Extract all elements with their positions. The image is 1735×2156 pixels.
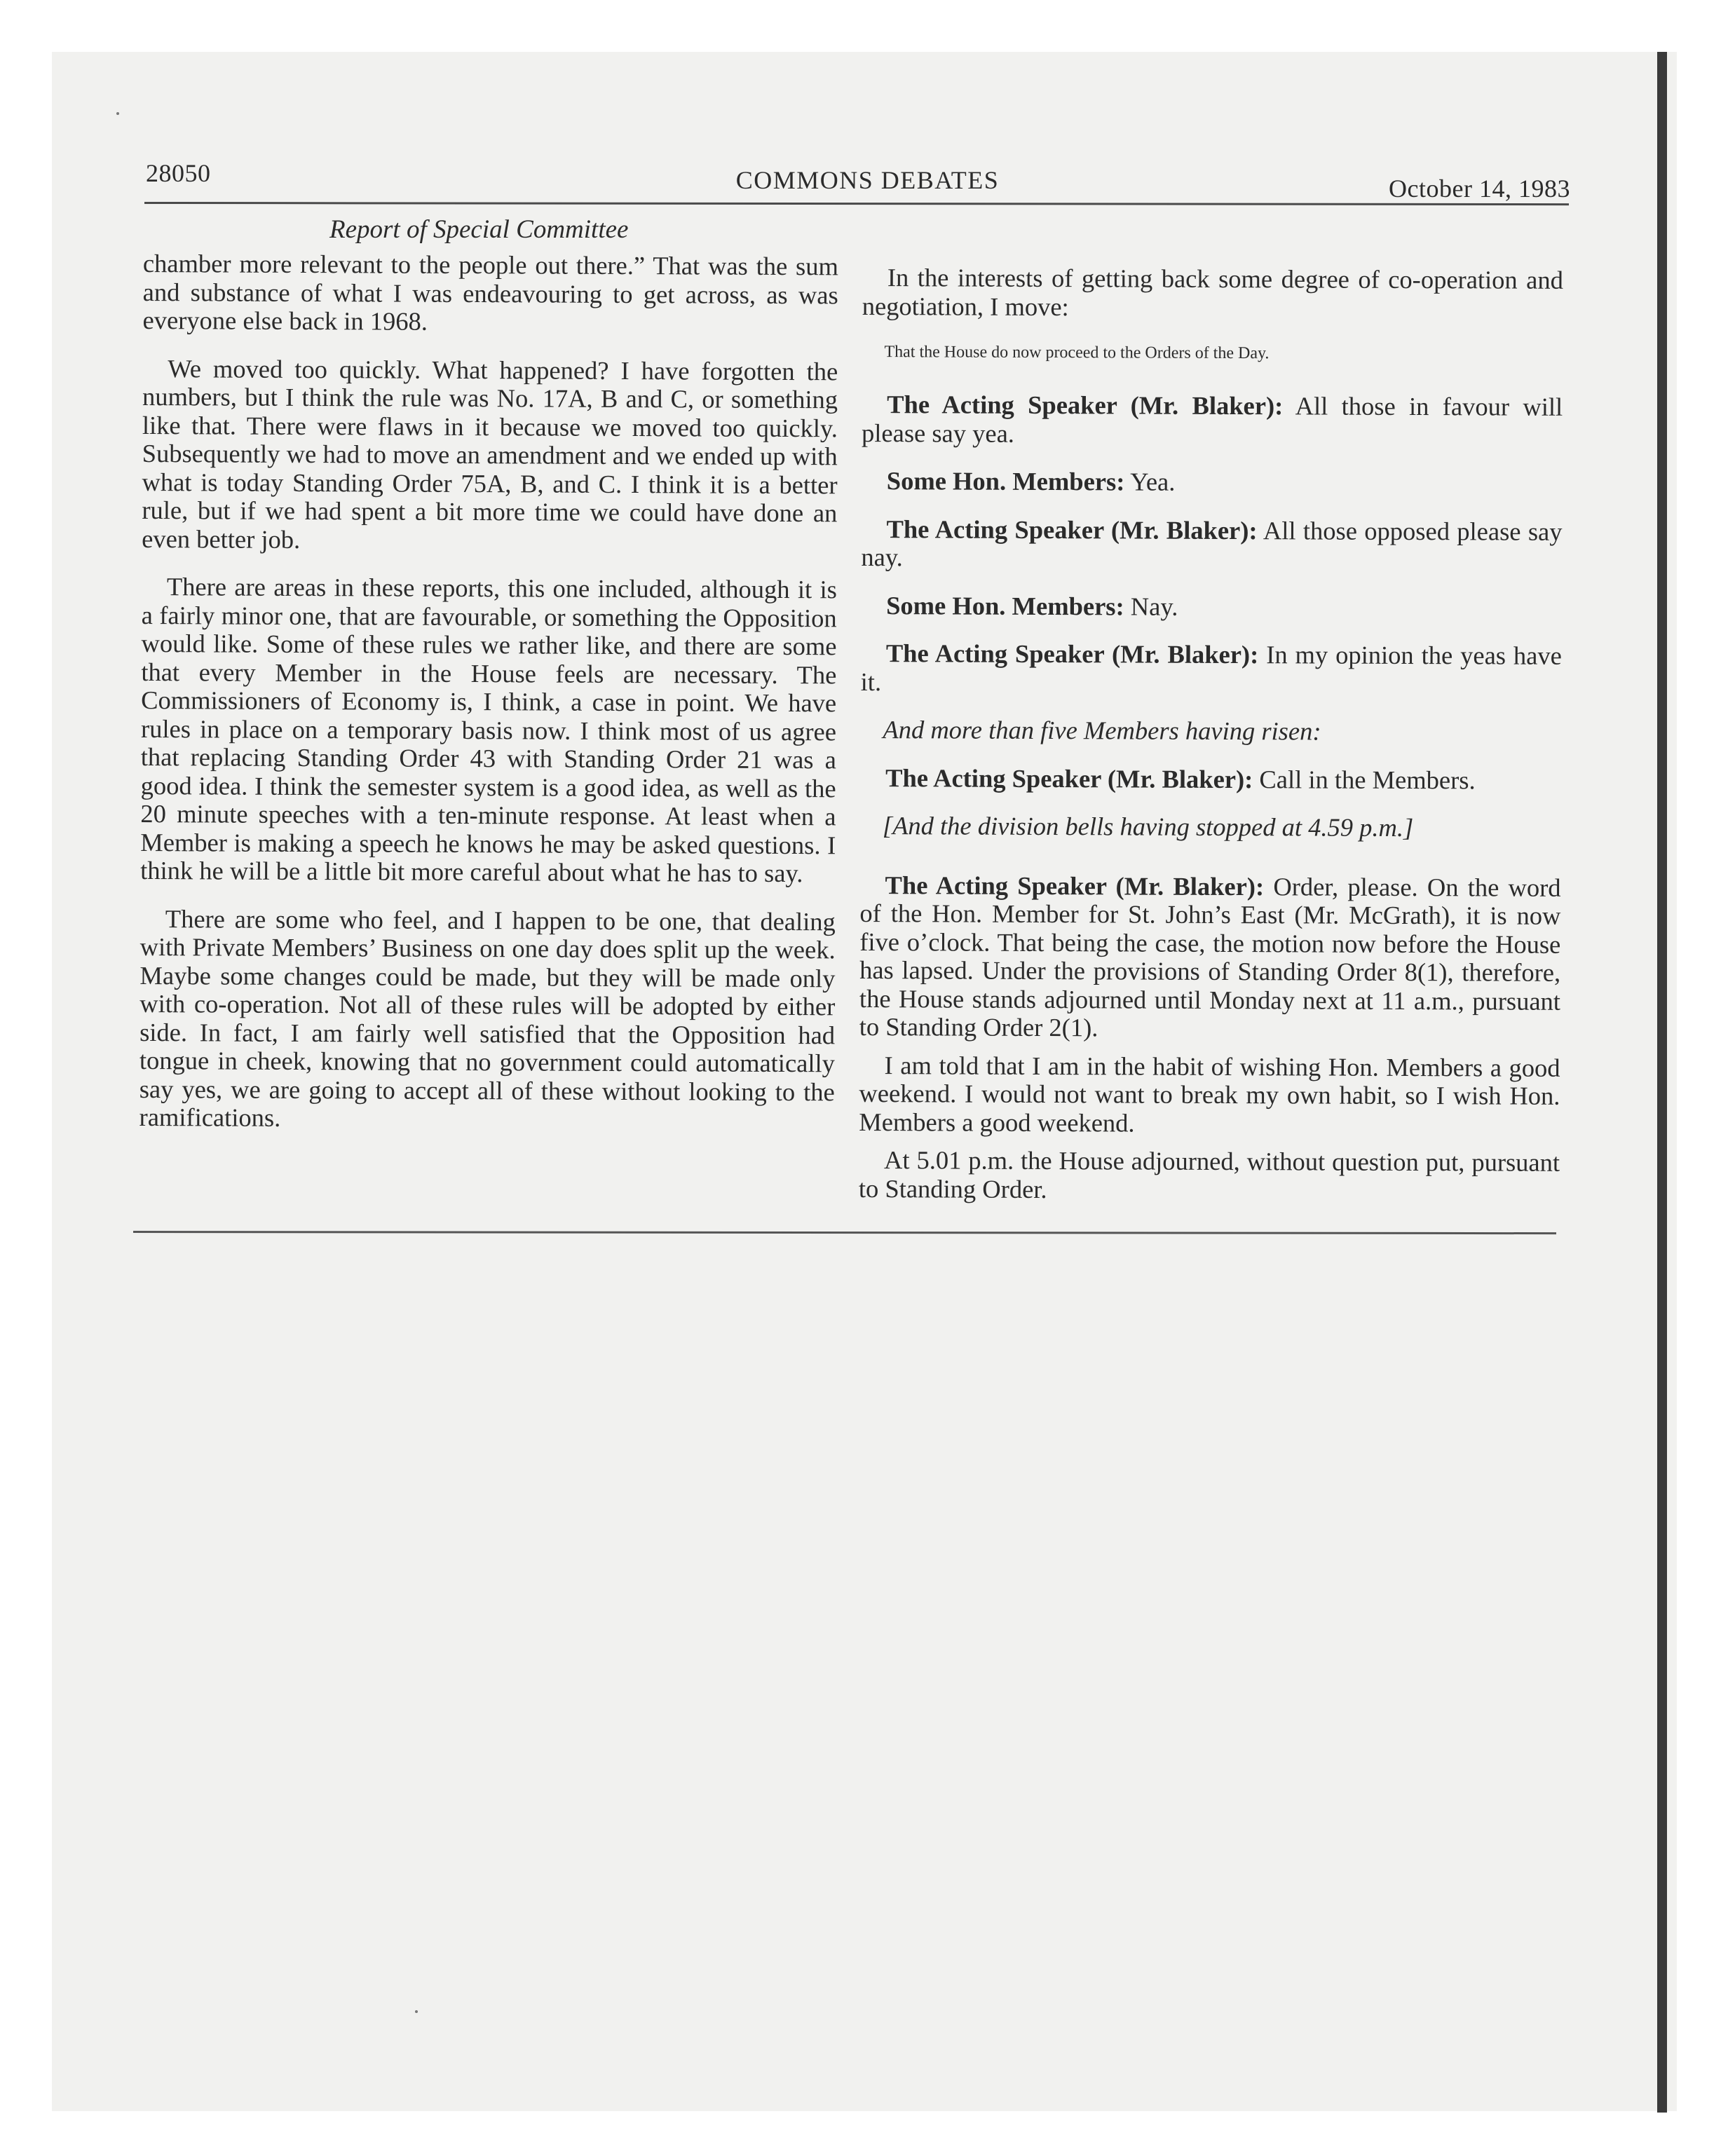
paragraph: There are some who feel, and I happen to be one, that dealing with Private Members’ Business on one day does split up the week. Maybe some changes could be made, but they will be made only with co-operation. Not all of these rules will be adopted by either side. In fact, I am fairly well satisfied that the Opposition had tongue in cheek, knowing that no government could automatically say yes, we are going to accept all of these without looking to the ramifications. [139, 903, 836, 1132]
section-title: Report of Special Committee [329, 215, 629, 244]
speech-paragraph [862, 390, 1563, 450]
speech-text: Yea. [1130, 467, 1176, 496]
speaker-name: The Acting Speaker (Mr. Blaker): [885, 763, 1253, 793]
page-number: 28050 [146, 159, 211, 187]
speaker-name: Some Hon. Members: [886, 466, 1125, 496]
speech-text: Nay. [1130, 591, 1178, 621]
speech-text: All those opposed please say nay. [861, 515, 1563, 572]
paragraph: In the interests of getting back some degree of co-operation and negotiation, I move: [862, 263, 1563, 321]
stage-direction: [And the division bells having stopped at 4.59 p.m.] [882, 811, 1414, 842]
stage-direction: And more than five Members having risen: [883, 715, 1321, 746]
adjournment-paragraph: At 5.01 p.m. the House adjourned, without question put, pursuant to Standing Order. [858, 1145, 1560, 1203]
paragraph: There are areas in these reports, this one included, although it is a fairly minor one, that are favourable, or something the Opposition would like. Some of these rules we rather like, and there are some that every Member in the House feels are necessary. The Commissioners of Economy is, I think, a case in point. We have rules in place on a temporary basis now. I think most of us agree that replacing Standing Order 43 with Standing Order 21 was a good idea. I think the semester system is a good idea, as well as the 20 minute speeches with a ten-minute response. At least when a Member is making a speech he knows he may be asked questions. I think he will be a little bit more careful about what he has to say. [140, 572, 837, 888]
paragraph: We moved too quickly. What happened? I have forgotten the numbers, but I think the rule was No. 17A, B and C, or something like that. There were flaws in it because we moved too quickly. Subsequently we had to move an amendment and we ended up with what is today Standing Order 75A, B, and C. I think it is a better rule, but if we had spent a bit more time we could have done an even better job. [142, 353, 838, 554]
motion-text: That the House do now proceed to the Orders of the Day. [884, 343, 1270, 363]
page-date: October 14, 1983 [1389, 175, 1570, 203]
paragraph: I am told that I am in the habit of wishing Hon. Members a good weekend. I would not want to break my own habit, so I wish Hon. Members a good weekend. [859, 1050, 1560, 1138]
speech-text: All those in favour will please say yea. [861, 391, 1563, 448]
speaker-name: The Acting Speaker (Mr. Blaker): [885, 870, 1265, 901]
page-edge-shadow [1657, 52, 1667, 2113]
paragraph: chamber more relevant to the people out there.” That was the sum and substance of what I was endeavouring to get across, as was everyone else back in 1968. [142, 249, 838, 336]
speech-paragraph [861, 514, 1562, 574]
speaker-name: Some Hon. Members: [886, 590, 1124, 620]
speaker-name: The Acting Speaker (Mr. Blaker): [886, 514, 1258, 545]
speech-paragraph [862, 467, 1563, 498]
speech-text: Call in the Members. [1259, 764, 1476, 794]
speech-paragraph [859, 871, 1561, 1044]
speech-paragraph [861, 591, 1562, 622]
speech-paragraph [861, 639, 1562, 699]
speaker-name: The Acting Speaker (Mr. Blaker): [887, 390, 1284, 421]
speech-text: In my opinion the yeas have it. [860, 640, 1562, 696]
running-title: COMMONS DEBATES [735, 166, 1000, 194]
speech-paragraph [860, 763, 1561, 794]
speaker-name: The Acting Speaker (Mr. Blaker): [885, 639, 1259, 669]
speech-text: Order, please. On the word of the Hon. Member for St. John’s East (Mr. McGrath), it is now five o’clock. That being the case, the motion now before the House has lapsed. Under the provisions of Standing Order 8(1), therefore, the House stands adjourned until Monday next at 11 a.m., pursuant to Standing Order 2(1). [859, 871, 1561, 1042]
scan-speck [116, 112, 119, 115]
right-column [859, 264, 1563, 1215]
left-column [139, 250, 838, 1154]
scan-speck [415, 2010, 418, 2013]
